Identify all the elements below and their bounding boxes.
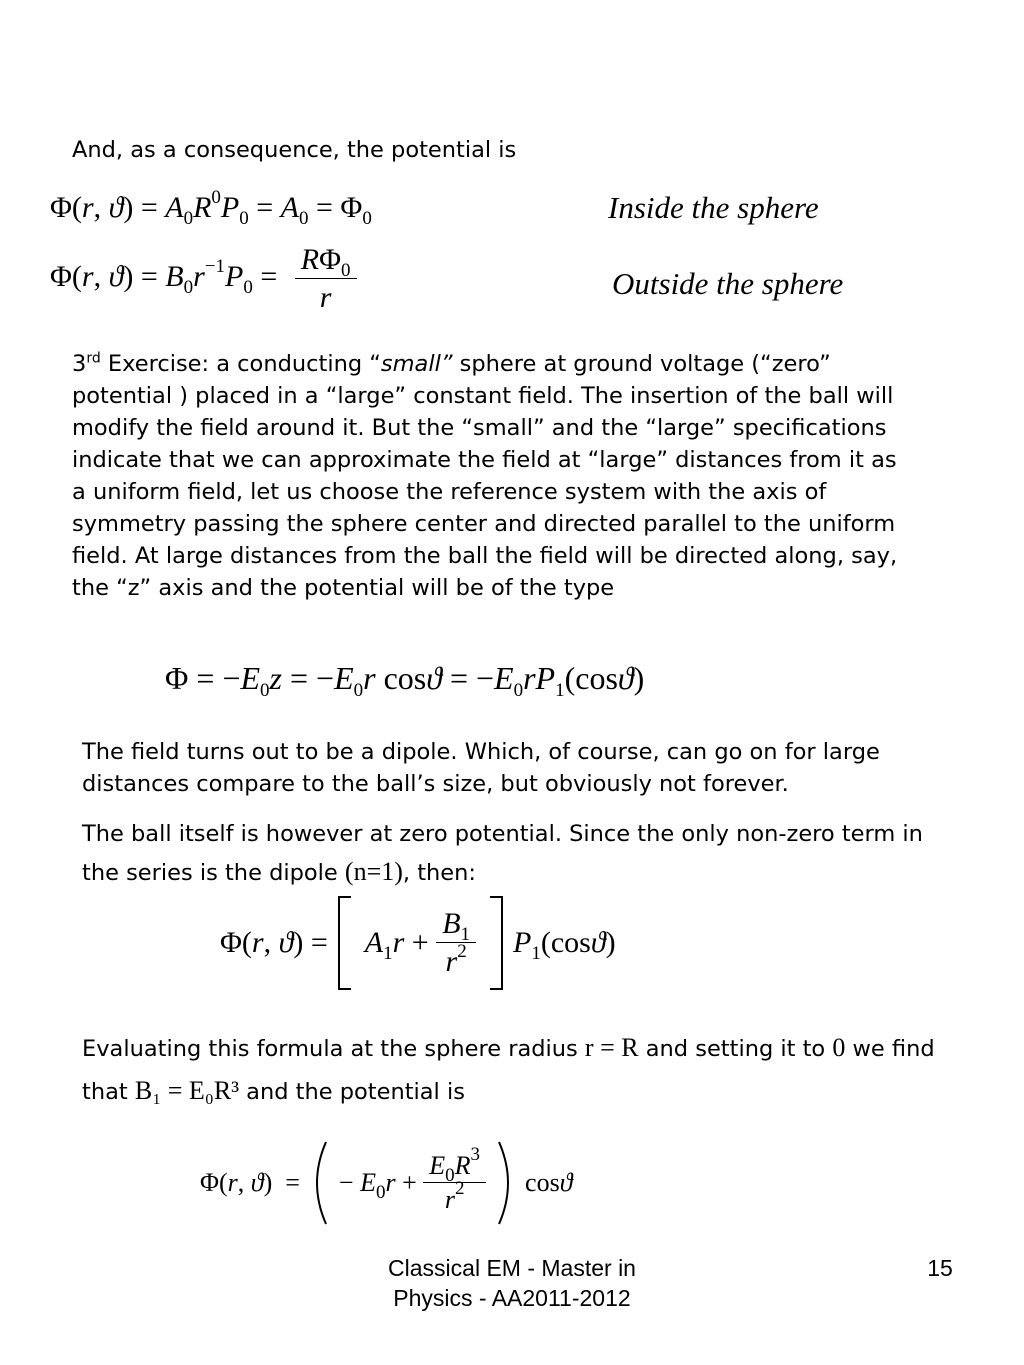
eval-result: B₁ = E₀R³ — [134, 1076, 240, 1105]
exercise-ordinal: rd — [86, 350, 101, 367]
footer-line-1: Classical EM - Master in — [388, 1255, 636, 1281]
eval-text-c: we find that — [82, 1036, 935, 1105]
intro-text: And, as a consequence, the potential is — [72, 137, 517, 163]
equation-dipole: Φ(r, $ϑ) = A_1r$ + $\frac{B_1}{r^2}$ $P_1(\cos ϑ)$ — [220, 895, 616, 991]
equation-inside: Φ(r, $ϑ) = A_0R^0P_0 = A_0 = \Phi_0$ — [50, 187, 372, 229]
footer-course — [340, 1253, 684, 1313]
left-bracket-icon — [335, 895, 357, 991]
ball-paragraph — [82, 815, 942, 892]
ball-text-a: The ball itself is however at zero potential. Since the only non-zero term in the series is the dipole — [82, 821, 923, 886]
right-bracket-icon — [484, 895, 506, 991]
left-paren-icon — [306, 1140, 332, 1226]
eval-text-d: and the potential is — [239, 1079, 465, 1105]
equation-final-potential: Φ(r, ϑ) = − $E_0r$ + $\frac{E_0R^3}{r^2}$ cosϑ — [200, 1140, 572, 1226]
exercise-number: 3 — [72, 351, 87, 377]
exercise-emph: small” — [380, 351, 453, 377]
ball-text-b: , then: — [402, 860, 476, 886]
right-paren-icon — [493, 1140, 519, 1226]
eval-condition: r = R — [584, 1033, 639, 1062]
evaluation-paragraph — [82, 1027, 942, 1113]
equation-uniform-field: $\Phi = -E_0z = -E_0r$ $\cos ϑ = -E_0rP_1(\cos ϑ)$ — [165, 660, 645, 701]
page-number: 15 — [927, 1255, 953, 1281]
exercise-lead: Exercise: a conducting “ — [100, 351, 381, 377]
eval-text-b: and setting it to — [638, 1036, 833, 1062]
dipole-paragraph: The field turns out to be a dipole. Which, of course, can go on for large distances compare to the ball’s size, but obviously not forever. — [82, 739, 880, 797]
eval-zero: 0 — [832, 1033, 846, 1062]
exercise-paragraph — [72, 348, 902, 604]
exercise-body: sphere at ground voltage (“zero” potential ) placed in a “large” constant field. The insertion of the ball will modify the field around it. But the “small” and the “large” specifications indicate that we can approximate the field at “large” distances from it as a uniform field, let us choose the reference system with the axis of symmetry passing the sphere center and directed parallel to the uniform field. At large distances from the ball the field will be directed along, say, the “z” axis and the potential will be of the type — [72, 351, 898, 601]
label-outside-sphere: Outside the sphere — [612, 266, 844, 301]
eval-text-a: Evaluating this formula at the sphere radius — [82, 1036, 585, 1062]
ball-text-n: (n=1) — [344, 857, 403, 886]
equation-outside: Φ(r, $ϑ) = B_0r^{-1}P_0$ = $\frac{R\Phi_0}{r}$ — [50, 245, 357, 313]
footer-line-2: Physics - AA2011-2012 — [393, 1285, 631, 1311]
label-inside-sphere: Inside the sphere — [608, 190, 819, 225]
